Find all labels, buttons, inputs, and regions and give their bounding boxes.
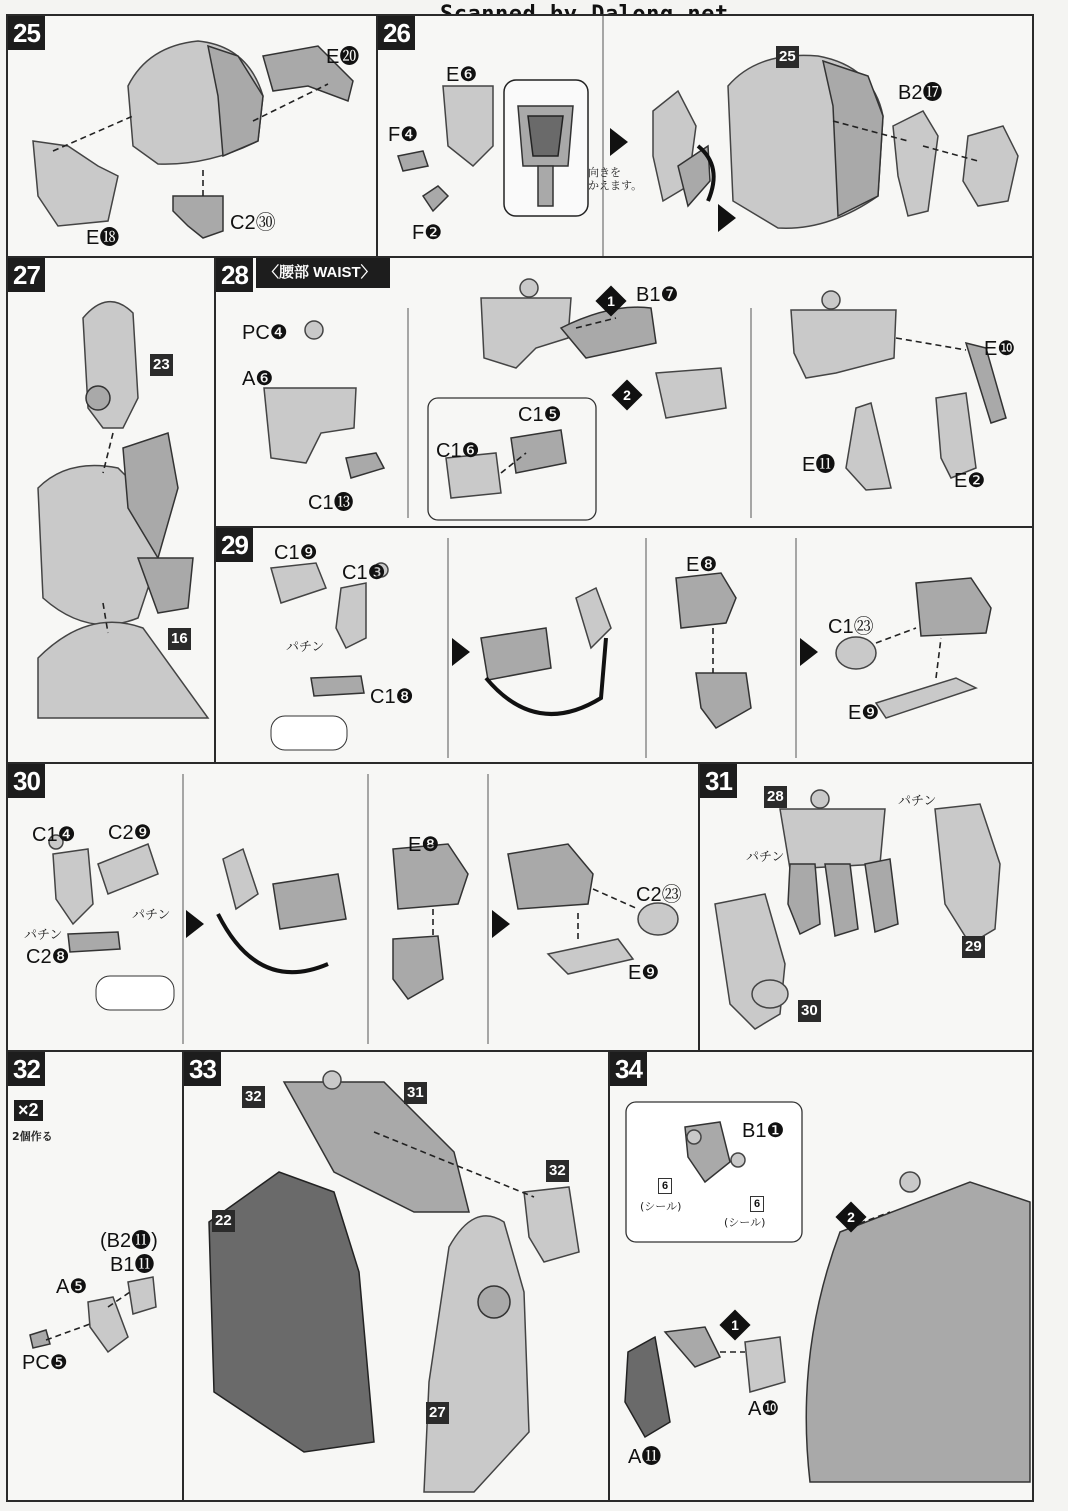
snap-text: パチン [746, 850, 785, 865]
step-number: 32 [8, 1052, 45, 1086]
part-label-b111: B1⓫ [110, 1254, 155, 1276]
part-label-e8: E❽ [408, 834, 440, 856]
ref-step-16: 16 [168, 628, 191, 650]
part-label-c16: C1❻ [436, 440, 480, 462]
ref-step-25: 25 [776, 46, 799, 68]
step-number: 34 [610, 1052, 647, 1086]
part-label-c15: C1❺ [518, 404, 562, 426]
ref-step-29: 29 [962, 936, 985, 958]
part-label-e9: E❾ [848, 702, 880, 724]
ref-step-31: 31 [404, 1082, 427, 1104]
ref-step-30: 30 [798, 1000, 821, 1022]
step-number: 30 [8, 764, 45, 798]
part-label-e18: E⓲ [86, 227, 120, 249]
flow-arrow [452, 638, 470, 666]
part-label-c14: C1❹ [32, 824, 76, 846]
step-30-panel [6, 762, 700, 1052]
part-label-e10: E❿ [984, 338, 1016, 360]
snap-text: パチン [132, 908, 171, 923]
torso-assembly-illustration [8, 258, 218, 766]
order-marker-1: 1 [719, 1309, 750, 1340]
part-label-e8: E❽ [686, 554, 718, 576]
part-label-b17: B1❼ [636, 284, 679, 306]
snap-text: パチン [898, 794, 937, 809]
step-number: 27 [8, 258, 45, 292]
part-label-c13: C1❸ [342, 562, 386, 584]
part-label-c113: C1⓭ [308, 492, 354, 514]
part-label-pc4: PC❹ [242, 322, 288, 344]
ref-step-23: 23 [150, 354, 173, 376]
step-32-panel [6, 1050, 184, 1502]
step-number: 25 [8, 16, 45, 50]
step-number: 28 [216, 258, 253, 292]
ref-step-28: 28 [764, 786, 787, 808]
order-marker-2: 2 [835, 1201, 866, 1232]
order-marker-1: 1 [595, 285, 626, 316]
part-label-pc5: PC❺ [22, 1352, 68, 1374]
part-label-c230: C2㉚ [230, 212, 276, 234]
flow-arrow [718, 204, 736, 232]
step-number: 33 [184, 1052, 221, 1086]
step-28-panel [214, 256, 1034, 528]
make-two-text: 2個作る [12, 1130, 53, 1143]
sticker-label-2: (シール) [724, 1216, 766, 1229]
part-label-b11: B1❶ [742, 1120, 785, 1142]
step-26-panel [376, 14, 1034, 258]
part-label-e11: E⓫ [802, 454, 836, 476]
part-label-a10: A❿ [748, 1398, 780, 1420]
waist-leg-assembly-illustration [700, 764, 1036, 1054]
part-label-e2: E❷ [954, 470, 986, 492]
part-label-f2: F❷ [412, 222, 443, 244]
skirt-armor-illustration [610, 1052, 1036, 1504]
ref-step-22: 22 [212, 1210, 235, 1232]
snap-text: パチン [286, 640, 325, 655]
flow-arrow [610, 128, 628, 156]
ref-step-32: 32 [242, 1086, 265, 1108]
part-label-a5: A❺ [56, 1276, 88, 1298]
part-label-e20: E⓴ [326, 46, 360, 68]
flow-arrow [186, 910, 204, 938]
step-33-panel [182, 1050, 610, 1502]
step-34-panel [608, 1050, 1034, 1502]
leg-part-illustration [216, 528, 1036, 766]
part-label-c123: C1㉓ [828, 616, 874, 638]
step-title-waist: 〈腰部 WAIST〉 [256, 258, 390, 288]
part-label-b211: (B2⓫) [100, 1230, 158, 1252]
part-label-a6: A❻ [242, 368, 274, 390]
make-two-badge: ×2 [14, 1100, 43, 1121]
sticker-number-2: 6 [750, 1196, 764, 1212]
shoulder-joint-illustration [8, 1052, 186, 1504]
part-label-e9: E❾ [628, 962, 660, 984]
eye-mechanism-illustration [378, 16, 1036, 260]
ref-step-27: 27 [426, 1402, 449, 1424]
snap-text: パチン [24, 928, 63, 943]
part-label-c19: C1❾ [274, 542, 318, 564]
flow-arrow [492, 910, 510, 938]
leg-part-illustration [8, 764, 702, 1054]
part-label-b217: B2⓱ [898, 82, 943, 104]
step-29-panel [214, 526, 1034, 764]
part-label-c223: C2㉓ [636, 884, 682, 906]
sticker-label-1: (シール) [640, 1200, 682, 1213]
rotate-note: 向きを かえます。 [588, 166, 643, 192]
ref-step-32-right: 32 [546, 1160, 569, 1182]
part-label-c18: C1❽ [370, 686, 414, 708]
head-part-illustration [8, 16, 380, 260]
step-number: 31 [700, 764, 737, 798]
step-number: 29 [216, 528, 253, 562]
part-label-c29: C2❾ [108, 822, 152, 844]
step-31-panel [698, 762, 1034, 1052]
part-label-a11: A⓫ [628, 1446, 662, 1468]
step-27-panel [6, 256, 216, 764]
step-number: 26 [378, 16, 415, 50]
flow-arrow [800, 638, 818, 666]
part-label-c28: C2❽ [26, 946, 70, 968]
part-label-f4: F❹ [388, 124, 419, 146]
part-label-e6: E❻ [446, 64, 478, 86]
order-marker-2: 2 [611, 379, 642, 410]
step-25-panel [6, 14, 378, 258]
sticker-number-1: 6 [658, 1178, 672, 1194]
torso-waist-assembly-illustration [184, 1052, 612, 1504]
